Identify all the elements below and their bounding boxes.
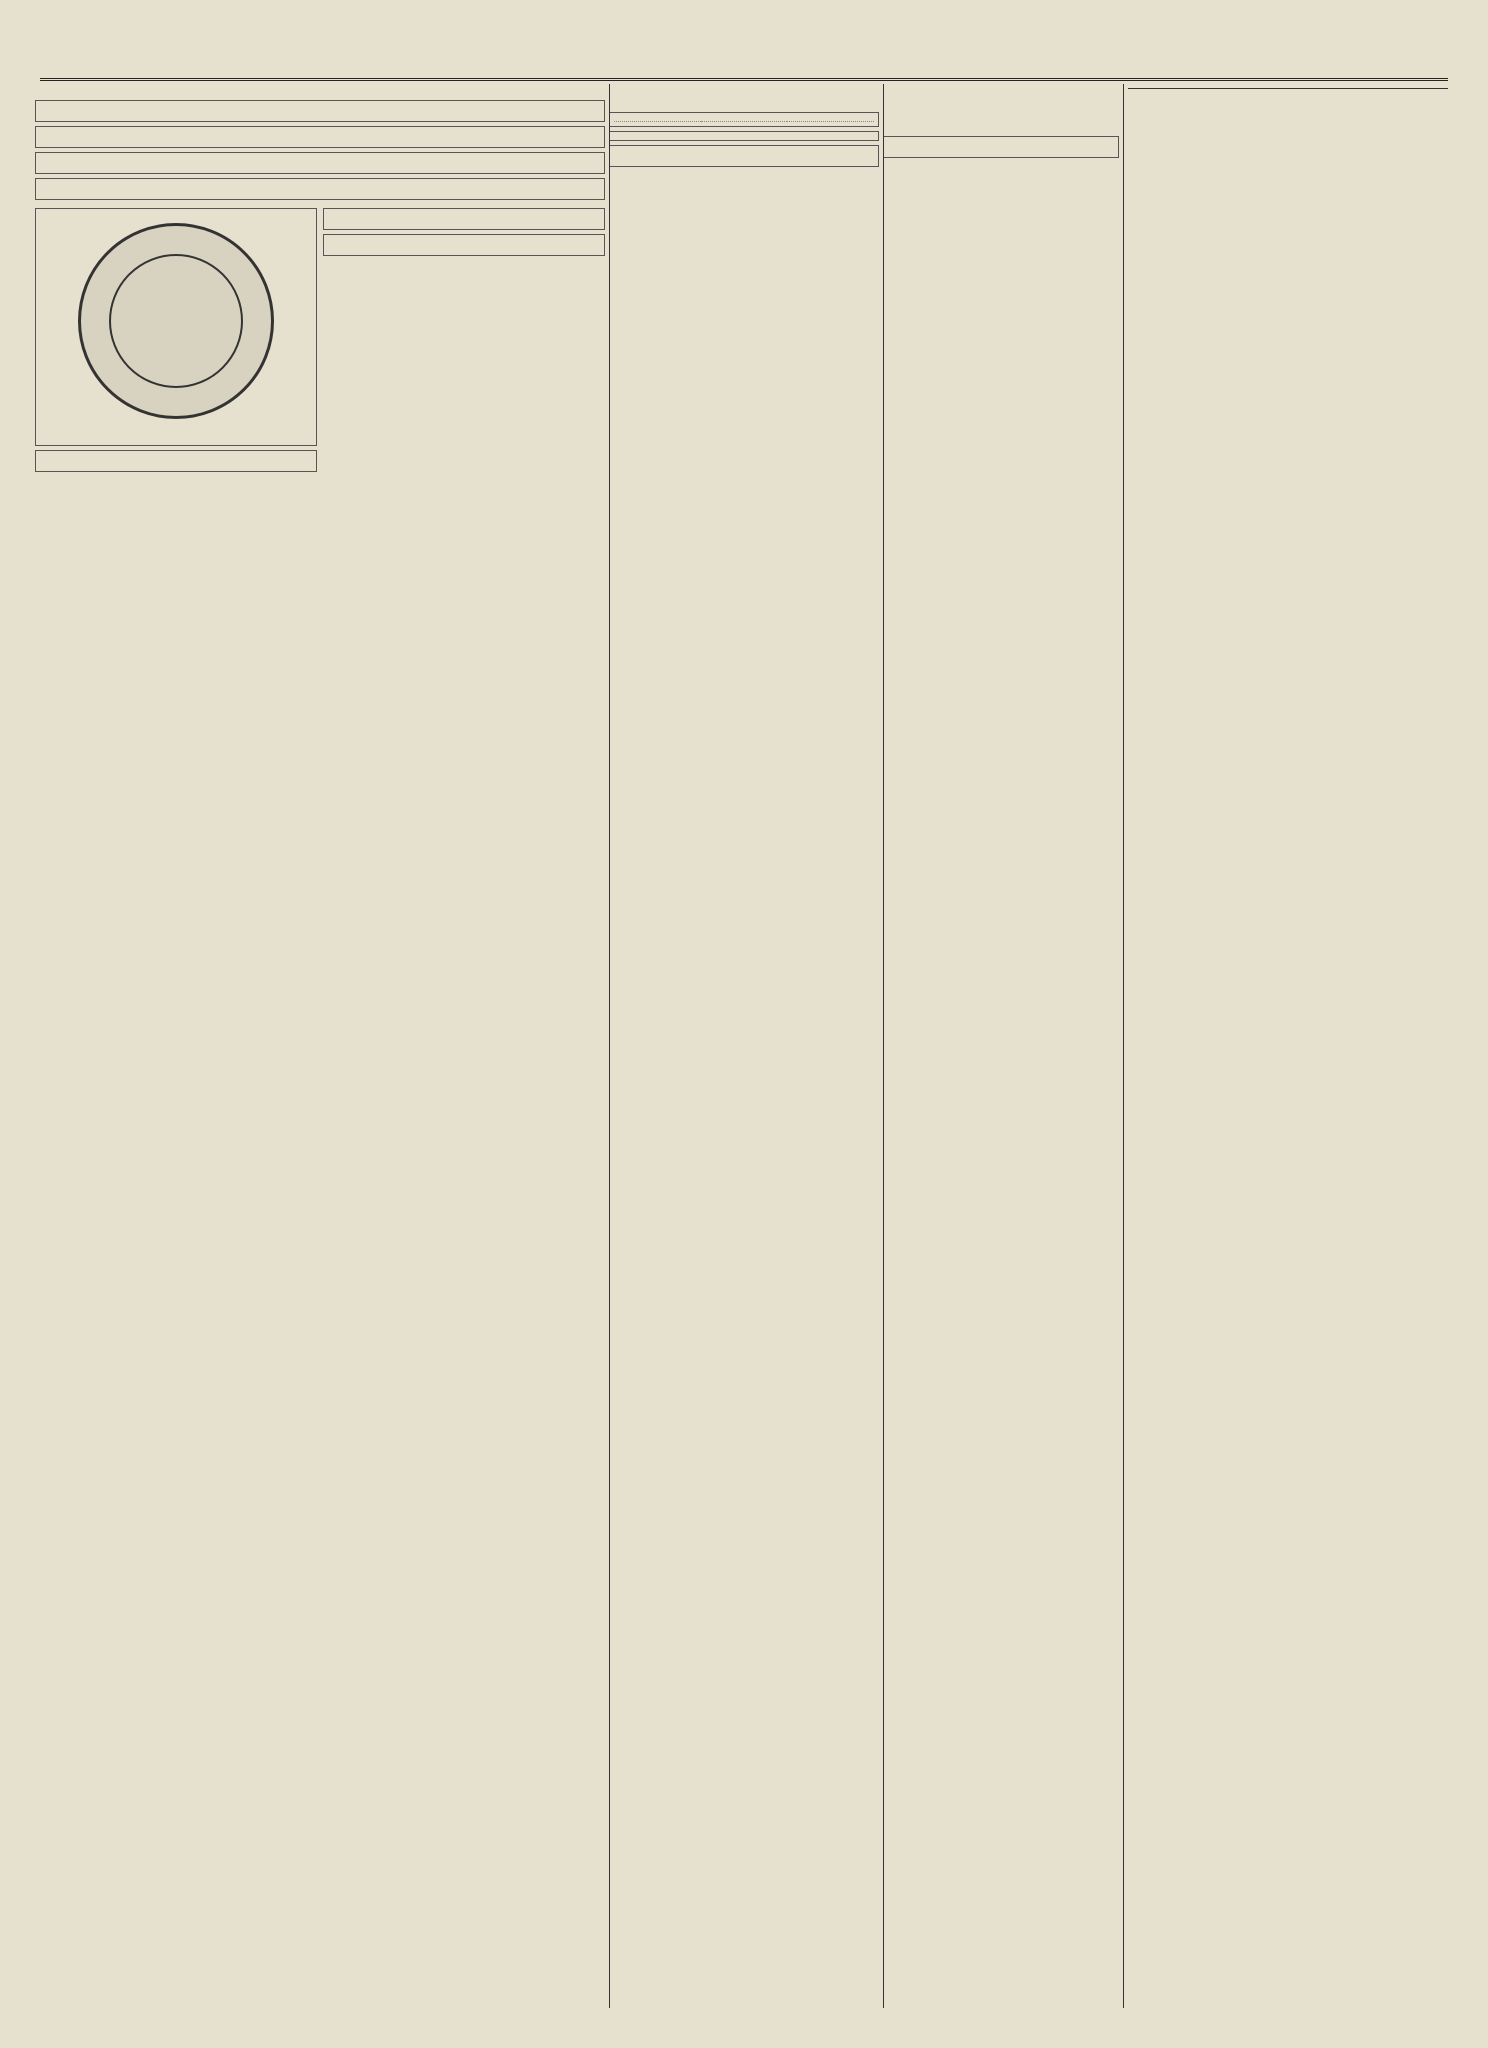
ad-block xyxy=(35,208,317,446)
ad-block xyxy=(35,450,317,472)
ad-block xyxy=(35,100,605,122)
ad-block xyxy=(35,126,605,148)
column-left xyxy=(35,84,610,2008)
lower-ads xyxy=(35,204,605,476)
sell-header xyxy=(701,117,788,122)
temperature-box xyxy=(883,136,1119,158)
notice-box xyxy=(609,145,879,167)
column-middle-right xyxy=(883,84,1124,2008)
story xyxy=(883,96,1119,108)
currency-rates xyxy=(609,112,879,127)
story xyxy=(1128,93,1448,105)
top-story xyxy=(35,84,605,96)
story xyxy=(883,108,1119,120)
story xyxy=(1128,105,1448,117)
masthead xyxy=(40,52,1448,81)
ad-block xyxy=(323,234,605,256)
story xyxy=(609,84,879,96)
gold-rates xyxy=(609,131,879,141)
buy-header xyxy=(614,117,701,122)
story xyxy=(1128,129,1448,141)
story xyxy=(1128,117,1448,129)
story xyxy=(609,96,879,108)
ad-block xyxy=(323,208,605,230)
column-right xyxy=(1128,84,1448,2008)
story xyxy=(883,120,1119,132)
ad-block xyxy=(35,152,605,174)
story xyxy=(883,84,1119,96)
company-seal xyxy=(78,223,274,419)
currency-table xyxy=(614,117,874,122)
ad-block xyxy=(35,178,605,200)
column-middle-left xyxy=(609,84,884,2008)
